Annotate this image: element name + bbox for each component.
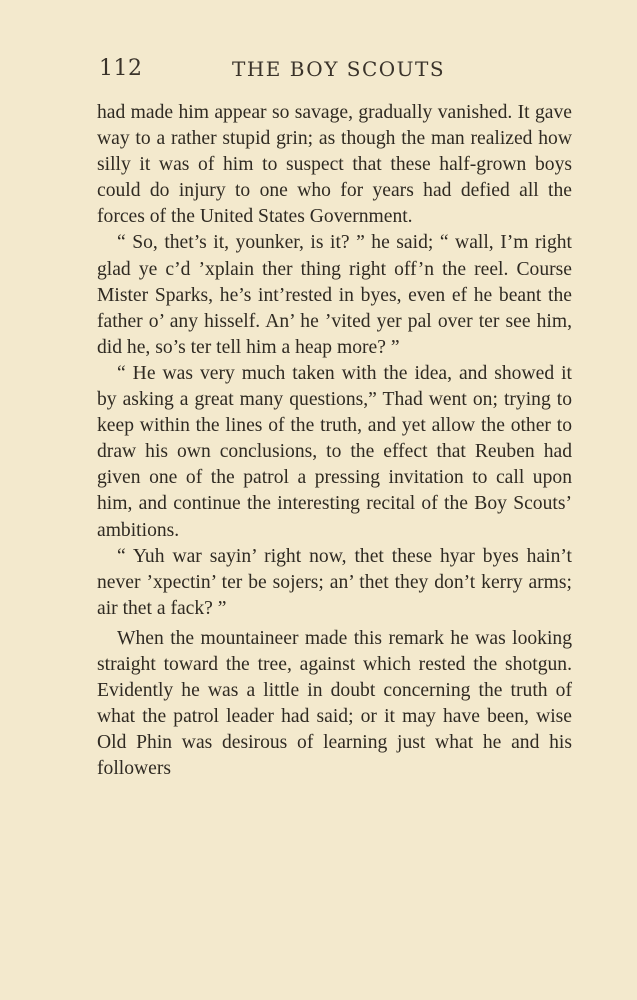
body-text [97, 100, 572, 782]
page-header [97, 56, 572, 86]
page-number: 112 [99, 56, 143, 81]
paragraph-4: “ Yuh war sayin’ right now, thet these hyar byes hain’t never ’xpectin’ ter be sojers; an’ thet they don’t kerry arms; air thet a fack? ” [97, 545, 572, 619]
running-title: THE BOY SCOUTS [232, 57, 446, 81]
paragraph-1: had made him appear so savage, gradually vanished. It gave way to a rather stupid grin; as though the man realized how silly it was of him to suspect that these half-grown boys could do injury to one who for years had defied all the forces of the United States Government. [97, 102, 572, 228]
paragraph-3: “ He was very much taken with the idea, and showed it by asking a great many questions,” Thad went on; trying to keep within the lines of the truth, and yet allow the other to draw his own conclusions, to the effect that Reuben had given one of the patrol a pressing invitation to call upon him, and continue the interesting recital of the Boy Scouts’ ambitions. [97, 362, 572, 541]
paragraph-5: When the mountaineer made this remark he was looking straight toward the tree, against which rested the shotgun. Evidently he was a little in doubt concerning the truth of what the patrol leader had said; or it may have been, wise Old Phin was desirous of learning just what he and his followers [97, 627, 572, 780]
paragraph-2: “ So, thet’s it, younker, is it? ” he said; “ wall, I’m right glad ye c’d ’xplain ther thing right off’n the reel. Course Mister Sparks, he’s int’rested in byes, even ef he beant the father o’ any hisself. An’ he ’vited yer pal over ter see him, did he, so’s ter tell him a heap more? ” [97, 232, 572, 358]
